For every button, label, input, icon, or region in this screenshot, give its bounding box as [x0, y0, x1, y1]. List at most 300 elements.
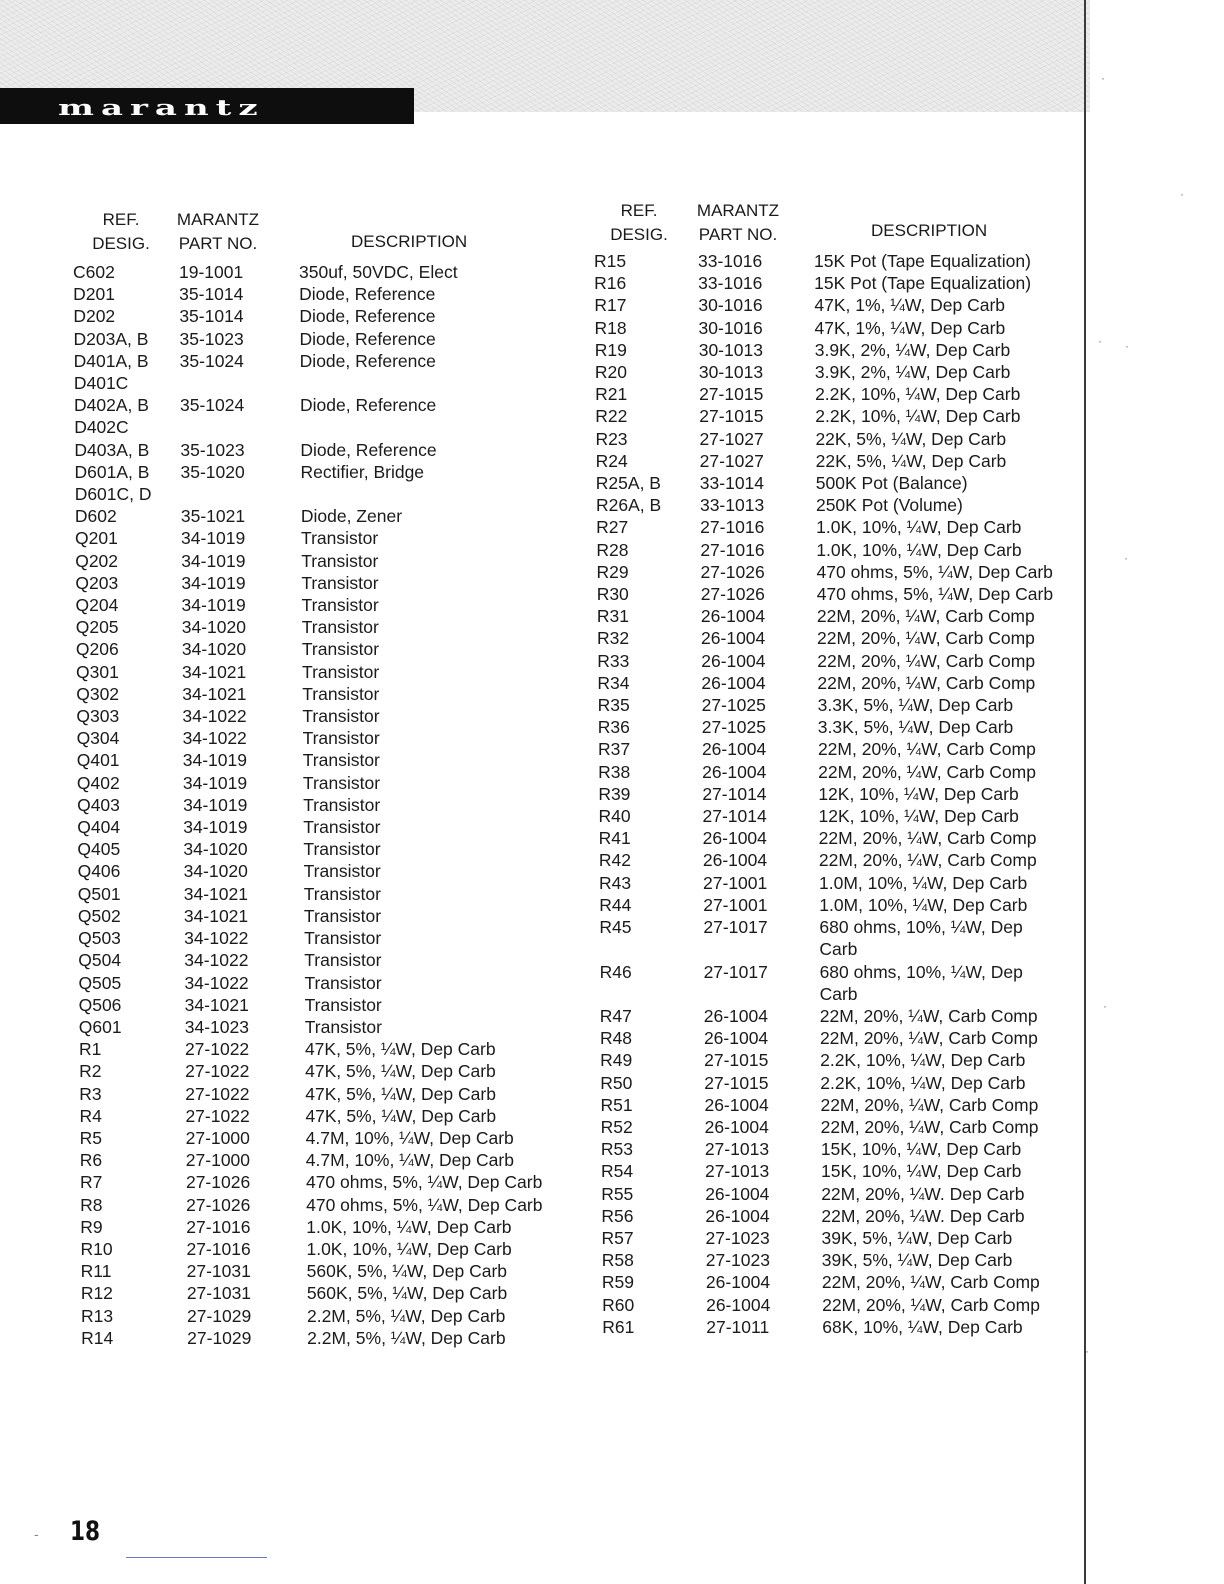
ref-designator: Q404	[77, 817, 121, 838]
part-number: 34-1022	[184, 928, 249, 949]
table-row	[595, 405, 1074, 427]
ref-designator: R52	[600, 1116, 633, 1137]
part-description: Diode, Reference	[299, 284, 436, 305]
table-row	[75, 527, 573, 549]
table-row	[76, 594, 573, 616]
part-number: 27-1029	[186, 1305, 252, 1326]
part-description: 3.3K, 5%, ¼W, Dep Carb	[817, 695, 1014, 716]
part-description: 22M, 20%, ¼W, Carb Comp	[821, 1272, 1040, 1293]
part-number: 27-1014	[702, 783, 767, 804]
part-description: Transistor	[301, 595, 379, 616]
part-number: 27-1023	[705, 1227, 770, 1248]
part-number: 27-1016	[700, 539, 765, 560]
table-row	[81, 1282, 573, 1304]
part-number: 26-1004	[701, 650, 766, 671]
part-description: 22M, 20%, ¼W. Dep Carb	[821, 1183, 1025, 1204]
part-description: 2.2K, 10%, ¼W, Dep Carb	[820, 1050, 1026, 1071]
table-row	[595, 428, 1074, 450]
part-description: 15K, 10%, ¼W, Dep Carb	[821, 1161, 1022, 1182]
ref-designator: R39	[598, 783, 631, 804]
part-description: 22M, 20%, ¼W, Carb Comp	[818, 761, 1036, 782]
table-row	[599, 872, 1074, 894]
table-row	[76, 616, 573, 638]
part-description: 22K, 5%, ¼W, Dep Carb	[815, 450, 1007, 471]
part-description: 15K, 10%, ¼W, Dep Carb	[820, 1139, 1022, 1160]
part-number: 34-1021	[182, 661, 247, 682]
table-row	[596, 516, 1074, 538]
scan-speck: ·	[1098, 334, 1102, 348]
ref-designator: R44	[599, 894, 632, 915]
part-description: 3.3K, 5%, ¼W, Dep Carb	[817, 717, 1014, 738]
table-row	[79, 994, 573, 1016]
ref-designator: R57	[601, 1227, 634, 1248]
table-row	[78, 883, 573, 905]
ref-designator: Q601	[78, 1016, 122, 1037]
ref-designator: R54	[601, 1161, 634, 1182]
table-row	[78, 972, 573, 994]
part-number: 26-1004	[702, 761, 767, 782]
part-number: 27-1015	[699, 384, 764, 405]
part-description: Transistor	[302, 728, 380, 749]
part-number: 27-1001	[703, 872, 768, 893]
ref-designator: Q503	[78, 928, 121, 949]
ref-designator: C602	[73, 262, 115, 282]
part-description: 22M, 20%, ¼W, Carb Comp	[818, 850, 1037, 871]
part-number: 34-1019	[181, 528, 246, 549]
ref-designator: R4	[79, 1105, 102, 1126]
part-description: Diode, Reference	[300, 439, 437, 460]
table-row	[74, 439, 573, 461]
table-row	[599, 805, 1075, 827]
part-number: 26-1004	[700, 606, 766, 627]
ref-designator: Q202	[75, 550, 119, 571]
margin-mark: -	[34, 1526, 39, 1542]
table-row	[596, 494, 1074, 516]
ref-designator: R15	[594, 251, 627, 271]
part-description: Transistor	[304, 928, 382, 949]
ref-designator: R3	[79, 1083, 102, 1104]
part-number	[180, 372, 300, 394]
right-description-header: DESCRIPTION	[871, 221, 988, 240]
part-description: Transistor	[304, 1016, 382, 1037]
part-number: 34-1021	[184, 994, 249, 1015]
part-description: 3.9K, 2%, ¼W, Dep Carb	[814, 339, 1011, 360]
part-number: 35-1014	[179, 284, 244, 305]
part-number: 27-1022	[185, 1105, 250, 1126]
table-row	[80, 1127, 573, 1149]
table-row	[601, 1205, 1074, 1227]
scan-speck: ·	[1085, 1344, 1089, 1358]
table-row	[79, 1060, 573, 1082]
table-row	[600, 1072, 1074, 1094]
table-row	[74, 394, 573, 416]
table-row	[74, 416, 573, 438]
table-row	[594, 272, 1074, 294]
table-row	[77, 816, 573, 838]
table-row	[80, 1216, 573, 1238]
part-description: Transistor	[302, 772, 381, 793]
ref-designator: R8	[80, 1194, 103, 1215]
ref-designator: R29	[596, 561, 629, 582]
part-number: 35-1023	[180, 439, 245, 460]
part-description: 22M, 20%, ¼W, Carb Comp	[822, 1294, 1040, 1315]
part-description: 680 ohms, 10%, ¼W, Dep Carb	[819, 961, 1023, 1004]
part-number: 27-1015	[704, 1050, 769, 1071]
part-number	[181, 483, 301, 505]
table-row	[77, 772, 573, 794]
part-number: 34-1021	[183, 905, 249, 926]
part-number: 35-1014	[179, 306, 244, 327]
table-row	[599, 894, 1074, 916]
part-description: Diode, Reference	[300, 395, 437, 416]
part-number: 35-1021	[180, 506, 246, 527]
part-number: 34-1022	[184, 972, 249, 993]
table-row	[598, 738, 1074, 760]
part-description: 470 ohms, 5%, ¼W, Dep Carb	[306, 1194, 543, 1215]
table-row	[597, 561, 1074, 583]
part-description: 1.0M, 10%, ¼W, Dep Carb	[819, 894, 1028, 915]
table-row	[598, 761, 1074, 783]
table-row	[76, 705, 573, 727]
part-number: 27-1000	[185, 1127, 250, 1148]
ref-designator: Q204	[75, 595, 119, 616]
ref-designator: Q501	[77, 883, 121, 904]
part-description: Transistor	[301, 639, 380, 660]
ref-designator: R55	[601, 1183, 634, 1204]
part-description: 12K, 10%, ¼W, Dep Carb	[818, 783, 1019, 804]
part-description: 22M, 20%, ¼W, Carb Comp	[817, 628, 1035, 649]
part-number: 27-1017	[703, 917, 768, 938]
part-number: 33-1016	[698, 251, 763, 271]
ref-designator: R48	[599, 1028, 633, 1049]
part-description: Transistor	[301, 617, 379, 638]
ref-designator: R60	[602, 1294, 635, 1315]
ref-designator: R23	[595, 428, 628, 449]
part-description: Transistor	[301, 528, 379, 549]
ref-designator: R42	[598, 850, 631, 871]
part-number: 34-1022	[184, 950, 249, 971]
ref-designator: R21	[595, 384, 628, 405]
part-number: 27-1013	[705, 1161, 770, 1182]
table-row	[75, 572, 573, 594]
part-description: Diode, Reference	[299, 350, 436, 371]
table-row	[77, 749, 573, 771]
part-number: 30-1016	[698, 317, 763, 338]
part-description: 680 ohms, 10%, ¼W, Dep Carb	[819, 917, 1023, 960]
ref-designator: R26A, B	[595, 495, 662, 516]
part-number: 26-1004	[705, 1183, 770, 1204]
table-row	[73, 261, 573, 283]
right-parts-table	[594, 250, 1074, 1338]
part-number: 26-1004	[703, 1028, 769, 1049]
part-description: 12K, 10%, ¼W, Dep Carb	[818, 806, 1019, 827]
table-row	[597, 605, 1074, 627]
part-description: 1.0K, 10%, ¼W, Dep Carb	[306, 1216, 512, 1237]
part-description: 2.2K, 10%, ¼W, Dep Carb	[815, 406, 1021, 427]
part-description: 22M, 20%, ¼W. Dep Carb	[821, 1205, 1025, 1226]
part-description: 500K Pot (Balance)	[815, 473, 968, 494]
table-row	[602, 1227, 1074, 1249]
part-description: Transistor	[303, 905, 382, 926]
left-ref-header: REF. DESIG.	[92, 210, 150, 253]
ref-designator: Q504	[78, 950, 122, 971]
table-row	[81, 1305, 573, 1327]
part-description: 15K Pot (Tape Equalization)	[814, 273, 1032, 294]
part-number: 26-1004	[705, 1272, 771, 1293]
ref-designator: Q406	[77, 861, 121, 882]
ref-designator: Q302	[76, 683, 120, 704]
ref-designator: R2	[79, 1061, 102, 1082]
part-number: 30-1016	[698, 295, 763, 316]
part-number: 27-1022	[185, 1061, 250, 1082]
table-row	[598, 694, 1074, 716]
ref-designator: R22	[595, 406, 628, 427]
ref-designator: R7	[79, 1172, 103, 1193]
part-description: Transistor	[301, 550, 379, 571]
part-number	[180, 416, 300, 438]
ref-designator: D201	[73, 284, 115, 305]
part-description: 22M, 20%, ¼W, Carb Comp	[820, 1094, 1039, 1115]
part-number: 26-1004	[704, 1116, 769, 1137]
part-description: 1.0K, 10%, ¼W, Dep Carb	[816, 539, 1022, 560]
table-row	[78, 860, 573, 882]
table-row	[75, 550, 573, 572]
ref-designator: Q401	[76, 750, 120, 771]
part-description: Transistor	[302, 683, 380, 704]
ref-designator: R25A, B	[595, 473, 661, 494]
part-description: 350uf, 50VDC, Elect	[299, 262, 458, 282]
table-row	[601, 1116, 1074, 1138]
part-number: 34-1019	[181, 572, 246, 593]
table-row	[600, 1005, 1074, 1027]
table-row	[596, 539, 1074, 561]
page-number: 18	[70, 1516, 101, 1547]
part-number: 27-1011	[706, 1316, 770, 1337]
marantz-logo: marantz	[58, 95, 265, 121]
part-number: 26-1004	[702, 828, 767, 849]
part-number: 27-1026	[700, 584, 765, 605]
part-number: 27-1031	[186, 1283, 252, 1304]
table-row	[600, 961, 1074, 1005]
ref-designator: R43	[599, 872, 632, 893]
part-number: 26-1004	[702, 850, 768, 871]
table-row	[594, 250, 1074, 272]
table-row	[80, 1238, 573, 1260]
part-description: 22M, 20%, ¼W, Carb Comp	[817, 739, 1036, 760]
part-description: 22M, 20%, ¼W, Carb Comp	[817, 672, 1036, 693]
part-description: 250K Pot (Volume)	[815, 495, 963, 516]
ref-designator: Q505	[78, 972, 122, 993]
ref-designator: R1	[78, 1039, 102, 1060]
part-number: 27-1014	[702, 806, 767, 827]
part-description: 15K Pot (Tape Equalization)	[814, 251, 1031, 271]
part-number: 27-1026	[186, 1194, 251, 1215]
part-number: 27-1026	[700, 561, 765, 582]
table-row	[73, 305, 573, 327]
ref-designator: D401A, B	[73, 350, 149, 371]
part-number: 27-1015	[699, 406, 764, 427]
part-description: Diode, Reference	[299, 306, 436, 327]
part-description: Transistor	[304, 950, 382, 971]
part-number: 27-1022	[185, 1083, 250, 1104]
ref-designator: R51	[600, 1094, 633, 1115]
part-description: 22M, 20%, ¼W, Carb Comp	[818, 828, 1037, 849]
ref-designator: Q301	[76, 661, 119, 682]
ref-designator: R32	[597, 628, 630, 649]
ref-designator: R13	[80, 1305, 114, 1326]
part-number: 26-1004	[701, 672, 766, 693]
part-description: Transistor	[303, 794, 381, 815]
table-row	[600, 1094, 1074, 1116]
ref-designator: R6	[79, 1150, 103, 1171]
ref-designator: Q206	[75, 639, 119, 660]
right-part-header: MARANTZ PART NO.	[696, 201, 780, 244]
ref-designator: R37	[597, 739, 631, 760]
part-description: 47K, 1%, ¼W, Dep Carb	[814, 295, 1006, 316]
part-description: 560K, 5%, ¼W, Dep Carb	[306, 1283, 508, 1304]
part-description: 1.0K, 10%, ¼W, Dep Carb	[306, 1238, 512, 1259]
ref-designator: R5	[79, 1127, 102, 1148]
ref-designator: R46	[599, 961, 632, 982]
part-number: 35-1024	[179, 350, 244, 371]
ref-designator: D601A, B	[74, 461, 150, 482]
part-description: 22M, 20%, ¼W, Carb Comp	[817, 650, 1036, 671]
ref-designator: R14	[81, 1327, 114, 1348]
part-description: 39K, 5%, ¼W, Dep Carb	[821, 1227, 1013, 1248]
part-number: 27-1016	[186, 1216, 251, 1237]
part-description: Diode, Reference	[299, 328, 436, 349]
table-row	[79, 1083, 573, 1105]
scan-speck: ·	[1125, 339, 1129, 353]
part-number: 34-1019	[182, 750, 247, 771]
part-description: Transistor	[302, 750, 380, 771]
part-description: 68K, 10%, ¼W, Dep Carb	[822, 1316, 1023, 1337]
part-number: 27-1025	[701, 717, 766, 738]
part-number: 27-1016	[186, 1238, 251, 1259]
part-description: 47K, 5%, ¼W, Dep Carb	[305, 1105, 497, 1126]
ref-designator: Q506	[78, 994, 122, 1015]
ref-designator: R27	[596, 517, 629, 538]
part-number: 26-1004	[704, 1094, 769, 1115]
ref-designator: D403A, B	[74, 439, 150, 460]
table-row	[79, 1038, 573, 1060]
part-description: 470 ohms, 5%, ¼W, Dep Carb	[816, 561, 1053, 582]
ref-designator: R38	[598, 761, 631, 782]
table-row	[78, 949, 573, 971]
part-number: 33-1014	[699, 473, 765, 494]
part-number: 19-1001	[179, 262, 244, 282]
ref-designator: D203A, B	[73, 328, 149, 349]
part-number: 27-1023	[705, 1250, 770, 1271]
ref-designator: Q403	[77, 794, 120, 815]
part-description: Transistor	[302, 706, 380, 727]
table-row	[602, 1316, 1074, 1338]
table-row	[76, 638, 573, 660]
part-description	[300, 416, 540, 438]
table-row	[598, 716, 1074, 738]
table-row	[601, 1183, 1074, 1205]
table-row	[81, 1260, 573, 1282]
ref-designator: R34	[597, 672, 630, 693]
ref-designator: Q502	[77, 905, 121, 926]
part-description: Transistor	[303, 839, 381, 860]
part-number: 26-1004	[701, 739, 767, 760]
part-description: 47K, 5%, ¼W, Dep Carb	[305, 1061, 496, 1082]
table-row	[595, 361, 1074, 383]
table-row	[77, 794, 573, 816]
table-row	[597, 627, 1074, 649]
table-row	[602, 1249, 1074, 1271]
part-number: 34-1022	[182, 706, 247, 727]
ref-designator: R53	[600, 1139, 633, 1160]
part-description: 470 ohms, 5%, ¼W, Dep Carb	[816, 584, 1054, 605]
table-row	[601, 1138, 1074, 1160]
table-row	[77, 838, 573, 860]
table-row	[74, 328, 574, 350]
part-description: 39K, 5%, ¼W, Dep Carb	[821, 1250, 1013, 1271]
part-number: 27-1013	[704, 1139, 770, 1160]
scan-speck: ·	[1103, 999, 1107, 1013]
table-row	[80, 1194, 573, 1216]
table-row	[597, 583, 1074, 605]
part-number: 27-1025	[701, 695, 766, 716]
table-row	[80, 1171, 573, 1193]
part-number: 27-1001	[703, 894, 768, 915]
table-row	[74, 350, 573, 372]
ref-designator: D601C, D	[74, 484, 152, 505]
part-number: 34-1020	[183, 861, 248, 882]
table-row	[76, 661, 573, 683]
part-description: 4.7M, 10%, ¼W, Dep Carb	[305, 1150, 514, 1171]
table-row	[598, 783, 1074, 805]
table-row	[79, 1105, 573, 1127]
part-description: 470 ohms, 5%, ¼W, Dep Carb	[305, 1172, 543, 1193]
ref-designator: D602	[74, 506, 117, 527]
ref-designator: Q203	[75, 572, 119, 593]
part-description: Diode, Zener	[300, 506, 403, 527]
part-number: 34-1019	[181, 550, 246, 571]
ref-designator: R18	[594, 317, 627, 338]
part-description: 22K, 5%, ¼W, Dep Carb	[815, 428, 1007, 449]
part-number: 27-1031	[186, 1261, 251, 1282]
table-row	[75, 483, 573, 505]
table-row	[602, 1271, 1074, 1293]
ref-designator: R40	[598, 806, 631, 827]
part-number: 27-1017	[703, 961, 768, 982]
ref-designator: D202	[73, 306, 116, 327]
part-description: 47K, 5%, ¼W, Dep Carb	[305, 1083, 496, 1104]
part-number: 27-1029	[187, 1327, 252, 1348]
part-description: 2.2M, 5%, ¼W, Dep Carb	[306, 1305, 506, 1326]
table-row	[73, 283, 573, 305]
part-description: Transistor	[303, 883, 381, 904]
part-description: 4.7M, 10%, ¼W, Dep Carb	[305, 1127, 514, 1148]
right-ref-header: REF. DESIG.	[610, 201, 668, 244]
part-description: 47K, 5%, ¼W, Dep Carb	[304, 1039, 496, 1060]
ref-designator: Q402	[76, 772, 120, 793]
part-number: 35-1020	[180, 461, 245, 482]
ref-designator: R31	[596, 606, 629, 627]
table-row	[78, 905, 573, 927]
table-row	[77, 727, 573, 749]
ref-designator: R11	[80, 1261, 112, 1282]
table-row	[602, 1294, 1074, 1316]
part-description: 22M, 20%, ¼W, Carb Comp	[816, 606, 1035, 627]
part-number: 34-1020	[181, 617, 246, 638]
table-row	[80, 1149, 573, 1171]
part-number: 26-1004	[706, 1294, 771, 1315]
table-row	[81, 1327, 573, 1349]
